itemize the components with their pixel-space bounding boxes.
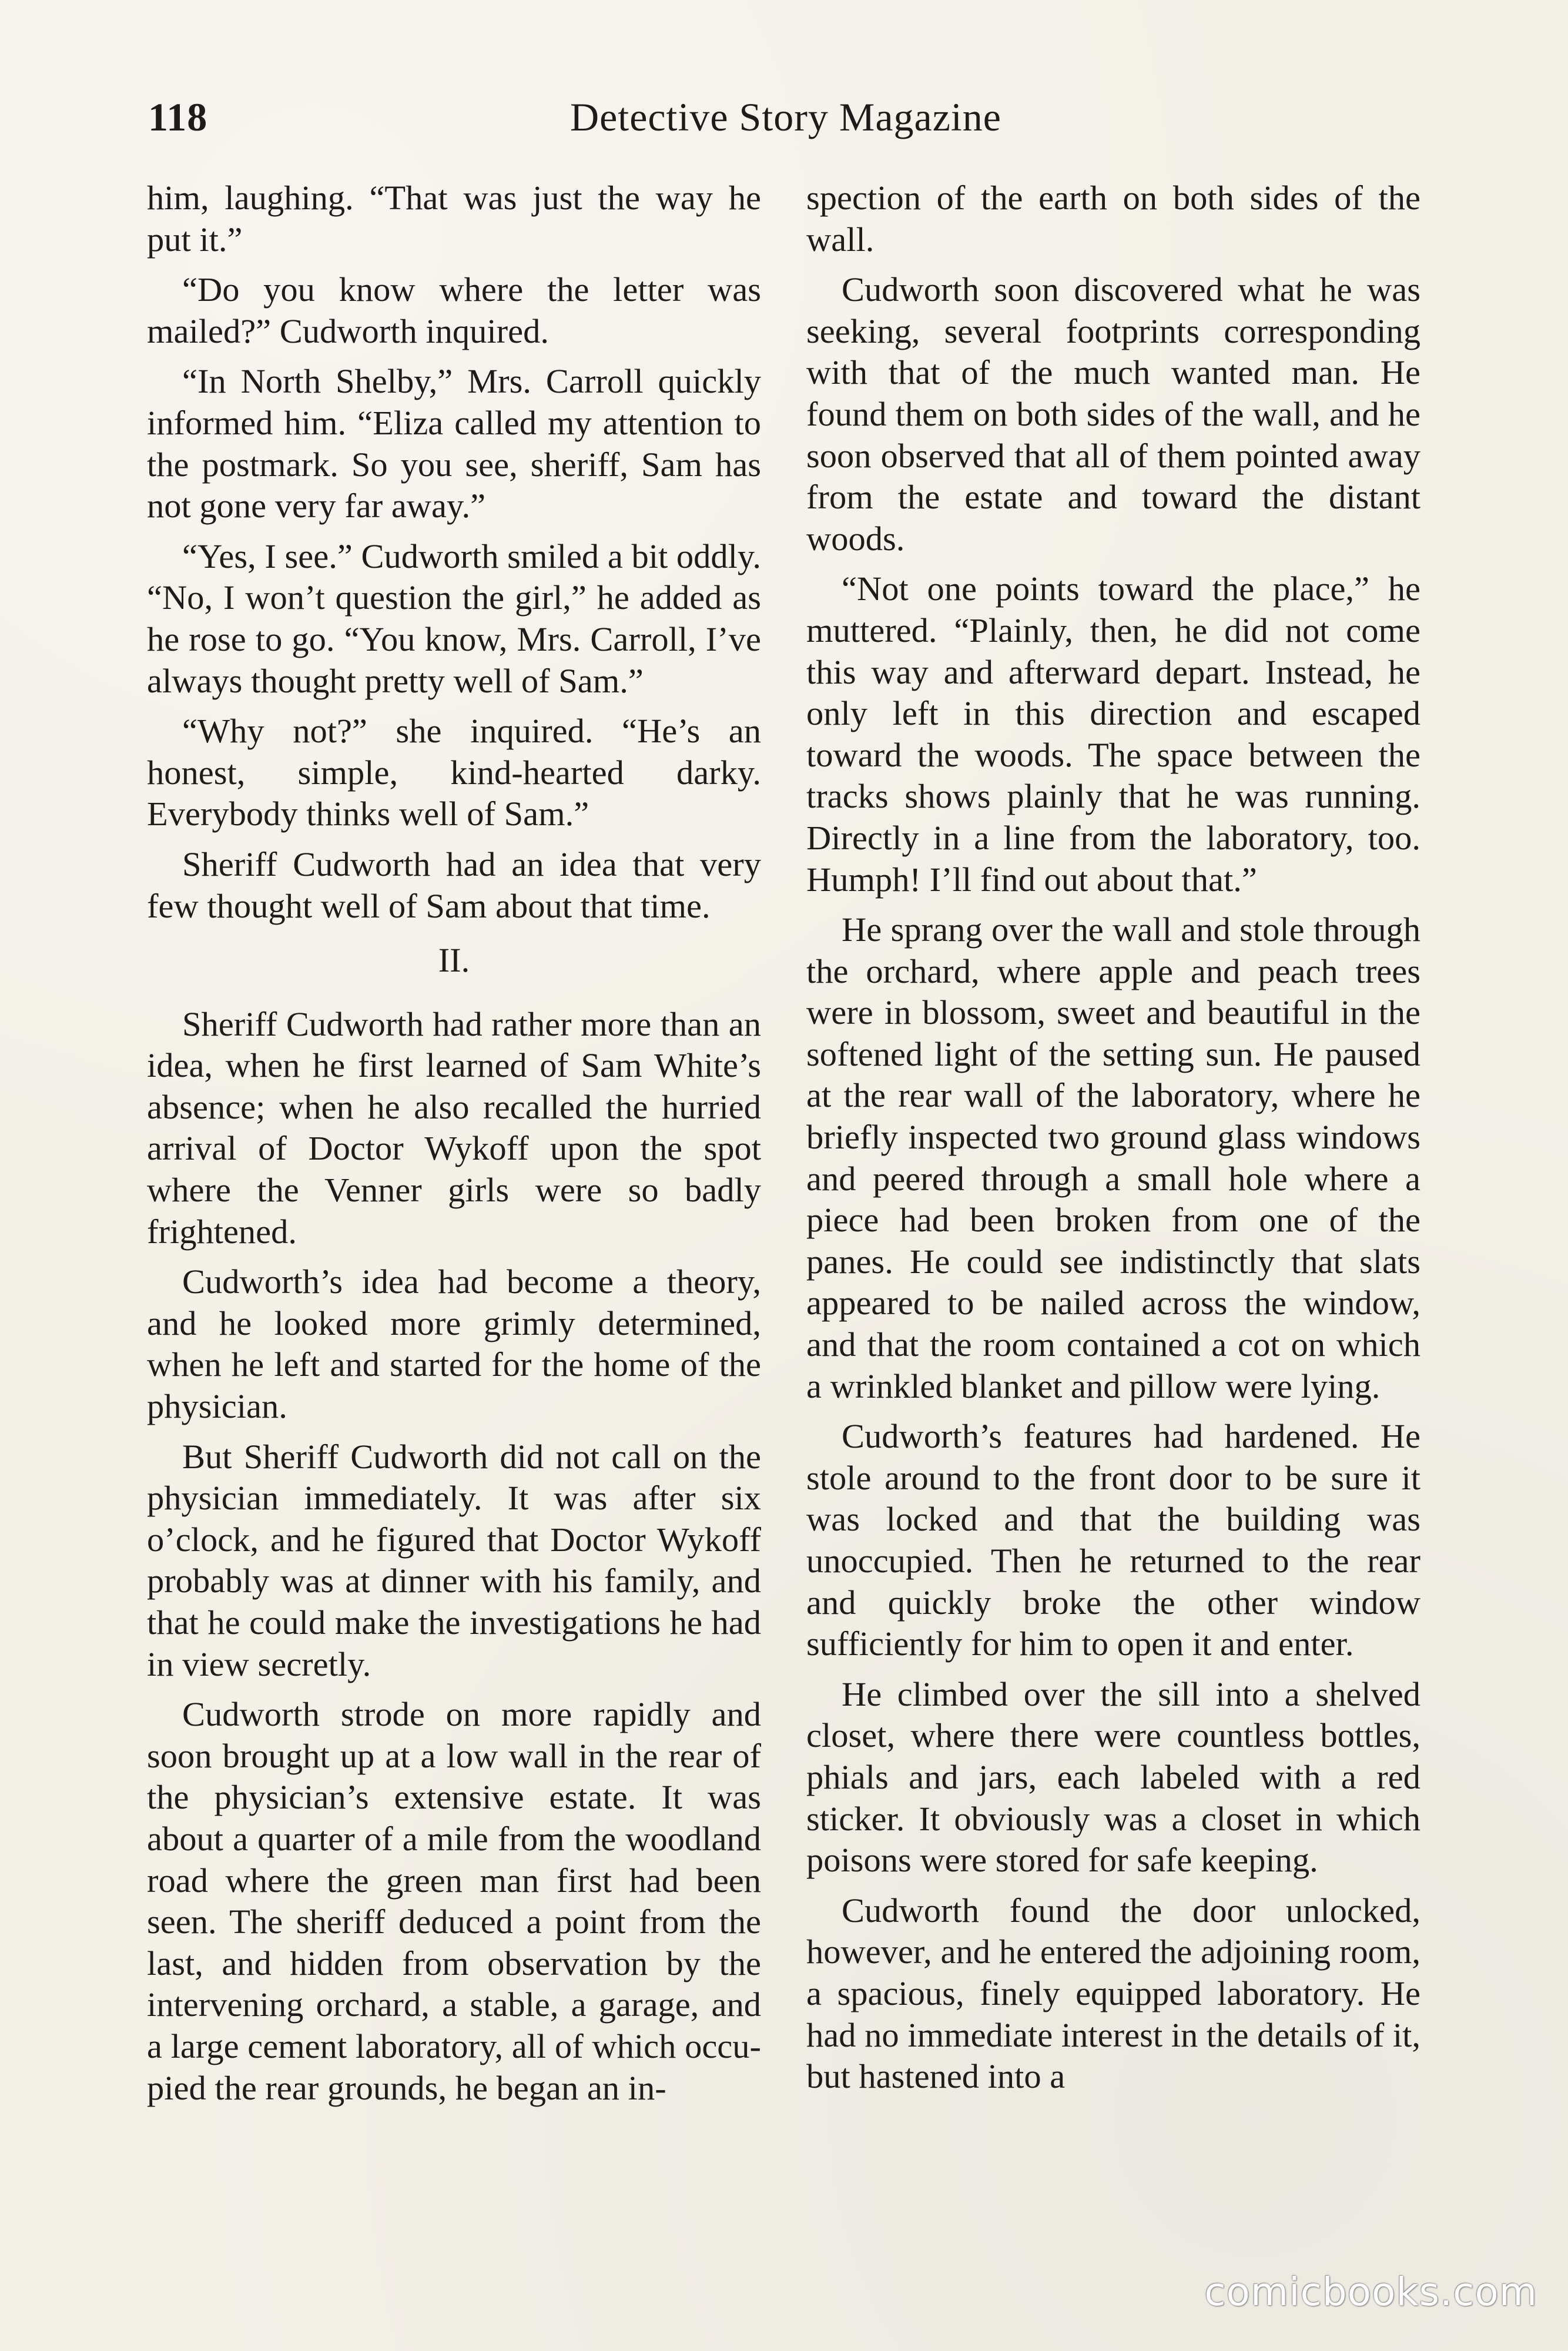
paragraph: But Sheriff Cudworth did not call on the physician immediately. It was after six o’clock, and he figured that Doctor Wykoff probably was at dinner with his family, and that he could make the investigations he had in view secretly.: [147, 1437, 761, 1683]
paragraph: Cudworth soon discovered what he was seeking, several footprints corresponding with that of the much wanted man. He found them on both sides of the wall, and he soon observed that all of them pointed away from the estate and toward the distant woods.: [806, 270, 1420, 558]
paragraph: Cudworth’s features had hardened. He stole around to the front door to be sure it was locked and that the building was unoccupied. Then he returned to the rear and quickly broke the other window sufficiently for him to open it and enter.: [806, 1417, 1420, 1663]
page-number: 118: [148, 95, 208, 139]
paragraph: “Do you know where the letter was mailed?” Cudworth inquired.: [147, 270, 761, 350]
paragraph: “Not one points toward the place,” he muttered. “Plainly, then, he did not come this way and afterward depart. Instead, he only left in this direction and escaped toward the woods. The space between the tracks shows plainly that he was running. Directly in a line from the laboratory, too. Humph! I’ll find out about that.”: [806, 570, 1420, 899]
page-header: [148, 94, 1423, 153]
section-heading: II.: [438, 941, 470, 980]
paragraph: Cudworth’s idea had become a theory, and he looked more grimly determined, when he left and started for the home of the physician.: [147, 1262, 761, 1426]
left-column: [147, 178, 761, 2118]
watermark: comicbooks.com: [1204, 2269, 1537, 2315]
paragraph: “Why not?” she inquired. “He’s an honest, simple, kind-hearted darky. Everybody thinks well of Sam.”: [147, 712, 761, 833]
right-column: [806, 178, 1420, 2106]
paragraph: Cudworth strode on more rapidly and soon brought up at a low wall in the rear of the physician’s extensive estate. It was about a quarter of a mile from the woodland road where the green man first had been seen. The sheriff deduced a point from the last, and hidden from observation by the intervening orchard, a stable, a garage, and a large cement laboratory, all of which occupied the rear grounds, he began an in-: [147, 1695, 761, 2107]
running-head: Detective Story Magazine: [570, 95, 1001, 139]
paragraph: “In North Shelby,” Mrs. Carroll quickly informed him. “Eliza called my attention to the postmark. So you see, sheriff, Sam has not gone very far away.”: [147, 362, 761, 525]
paragraph: He sprang over the wall and stole through the orchard, where apple and peach trees were in blossom, sweet and beautiful in the softened light of the setting sun. He paused at the rear wall of the laboratory, where he briefly inspected two ground glass windows and peered through a small hole where a piece had been broken from one of the panes. He could see indistinctly that slats appeared to be nailed across the window, and that the room contained a cot on which a wrinkled blanket and pillow were lying.: [806, 910, 1420, 1405]
paragraph: spection of the earth on both sides of the wall.: [806, 179, 1420, 259]
paragraph: Sheriff Cudworth had an idea that very few thought well of Sam about that time.: [147, 845, 761, 925]
paragraph: him, laughing. “That was just the way he put it.”: [147, 179, 761, 259]
paragraph: Sheriff Cudworth had rather more than an idea, when he first learned of Sam White’s absence; when he also recalled the hurried arrival of Doctor Wykoff upon the spot where the Venner girls were so badly frightened.: [147, 1004, 761, 1251]
paragraph: Cudworth found the door unlocked, however, and he entered the adjoining room, a spacious, finely equipped laboratory. He had no immediate interest in the details of it, but hastened into a: [806, 1891, 1420, 2096]
paragraph: He climbed over the sill into a shelved closet, where there were countless bottles, phials and jars, each labeled with a red sticker. It obviously was a closet in which poisons were stored for safe keeping.: [806, 1674, 1420, 1880]
paragraph: “Yes, I see.” Cudworth smiled a bit oddly. “No, I won’t question the girl,” he added as he rose to go. “You know, Mrs. Carroll, I’ve always thought pretty well of Sam.”: [147, 537, 761, 700]
